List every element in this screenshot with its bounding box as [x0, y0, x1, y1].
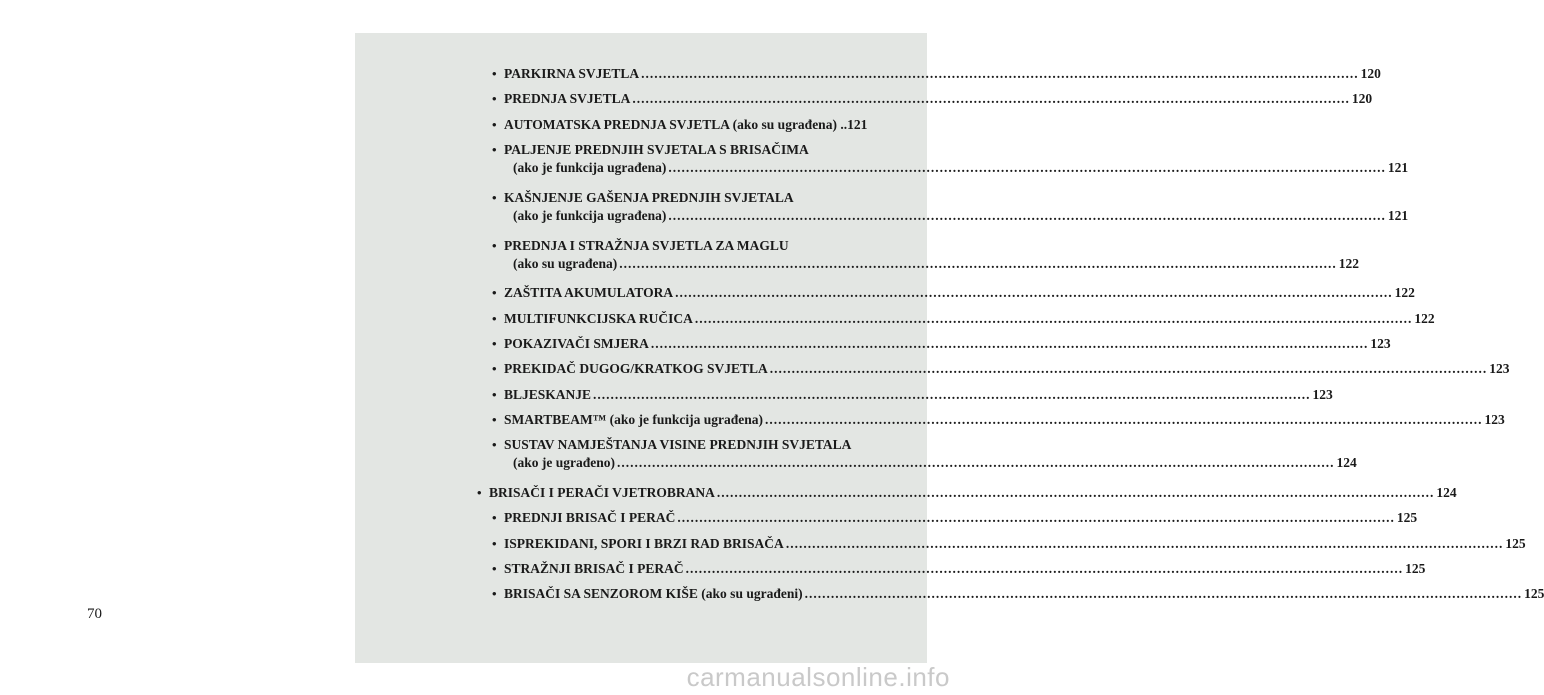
bullet-icon: •	[492, 116, 497, 132]
toc-entry-page: 124	[1436, 484, 1457, 500]
toc-entry-title: PREDNJA I STRAŽNJA SVJETLA ZA MAGLU	[504, 237, 789, 253]
toc-entry-page: 125	[1524, 586, 1544, 602]
toc-entry-title: PREDNJA SVJETLA	[504, 91, 631, 107]
leader-dots	[593, 386, 1311, 404]
leader-dots	[770, 360, 1488, 378]
toc-entry-title: KAŠNJENJE GAŠENJA PREDNJIH SVJETALA	[504, 189, 794, 205]
bullet-icon: •	[492, 361, 497, 377]
toc-entry-page: 122	[1414, 310, 1435, 326]
toc-entry-page: 125	[1405, 560, 1426, 576]
leader-dots	[675, 284, 1393, 302]
toc-entry-title: POKAZIVAČI SMJERA	[504, 335, 649, 351]
toc-entry-title: PREDNJI BRISAČ I PERAČ	[504, 510, 676, 526]
toc-entry-page: 123	[1370, 335, 1391, 351]
bullet-icon: •	[492, 535, 497, 551]
leader-dots	[619, 255, 1337, 273]
toc-entry-page: 123	[1489, 361, 1510, 377]
toc-entry-page: 123	[1312, 386, 1333, 402]
leader-dots	[695, 310, 1413, 328]
toc-entry-title: AUTOMATSKA PREDNJA SVJETLA (ako su ugrađena) ..	[504, 116, 848, 132]
leader-dots	[765, 411, 1483, 429]
toc-entry-title: MULTIFUNKCIJSKA RUČICA	[504, 310, 693, 326]
bullet-icon: •	[492, 510, 497, 526]
leader-dots	[805, 585, 1523, 603]
toc-entry-page: 122	[1338, 255, 1360, 271]
toc-entry-page: 125	[1505, 535, 1526, 551]
bullet-icon: •	[492, 285, 497, 301]
toc-entry-title: ZAŠTITA AKUMULATORA	[504, 285, 674, 301]
bullet-icon: •	[492, 335, 497, 351]
bullet-icon: •	[492, 141, 497, 157]
leader-dots	[668, 207, 1386, 225]
toc-entry-title: PREKIDAČ DUGOG/KRATKOG SVJETLA	[504, 361, 768, 377]
bullet-icon: •	[492, 91, 497, 107]
bullet-icon: •	[492, 386, 497, 402]
toc-entry-page: 121	[1387, 159, 1409, 175]
toc-entry-page: 121	[847, 116, 868, 132]
bullet-icon: •	[477, 484, 482, 500]
toc-entry-page: 122	[1394, 285, 1415, 301]
watermark: carmanualsonline.info	[686, 662, 950, 692]
leader-dots	[677, 509, 1395, 527]
bullet-icon: •	[492, 189, 497, 205]
toc-entry-page: 124	[1336, 455, 1357, 471]
leader-dots	[686, 560, 1404, 578]
bullet-icon: •	[492, 237, 497, 253]
toc-entry-title: BLJESKANJE	[504, 386, 592, 402]
toc-entry-title: BRISAČI SA SENZOROM KIŠE (ako su ugrađeni)	[504, 586, 803, 602]
toc-entry-title: (ako je funkcija ugrađena)	[513, 207, 667, 223]
bullet-icon: •	[492, 586, 497, 602]
bullet-icon: •	[492, 437, 497, 453]
page-number: 70	[87, 606, 102, 622]
leader-dots	[641, 65, 1359, 83]
toc-entry-page: 125	[1396, 510, 1418, 526]
toc-entry-title: PARKIRNA SVJETLA	[504, 66, 640, 81]
leader-dots	[668, 159, 1386, 177]
toc-entry-page: 120	[1360, 66, 1381, 81]
toc-entry-title: STRAŽNJI BRISAČ I PERAČ	[504, 560, 684, 576]
bullet-icon: •	[492, 560, 497, 576]
toc-panel	[355, 33, 1544, 663]
leader-dots	[786, 535, 1504, 553]
toc-entry-title: ISPREKIDANI, SPORI I BRZI RAD BRISAČA	[504, 535, 784, 551]
leader-dots	[717, 484, 1435, 502]
toc-entry-title: (ako je funkcija ugrađena)	[513, 159, 667, 175]
bullet-icon: •	[492, 66, 497, 81]
leader-dots	[632, 90, 1350, 108]
toc-entry-page: 121	[1387, 207, 1409, 223]
toc-entry-title: (ako je ugrađeno)	[513, 455, 615, 471]
toc-entry-title: (ako su ugrađena)	[513, 255, 618, 271]
toc-entry-title: SMARTBEAM™ (ako je funkcija ugrađena)	[504, 411, 764, 427]
toc-entry-title: BRISAČI I PERAČI VJETROBRANA	[489, 484, 715, 500]
bullet-icon: •	[492, 310, 497, 326]
leader-dots	[617, 454, 1335, 472]
leader-dots	[651, 335, 1369, 353]
toc-entry-title: SUSTAV NAMJEŠTANJA VISINE PREDNJIH SVJETALA	[504, 437, 852, 453]
toc-entry-page: 120	[1351, 91, 1373, 107]
toc-entry-page: 123	[1484, 411, 1505, 427]
toc-entry-title: PALJENJE PREDNJIH SVJETALA S BRISAČIMA	[504, 141, 809, 157]
bullet-icon: •	[492, 411, 497, 427]
